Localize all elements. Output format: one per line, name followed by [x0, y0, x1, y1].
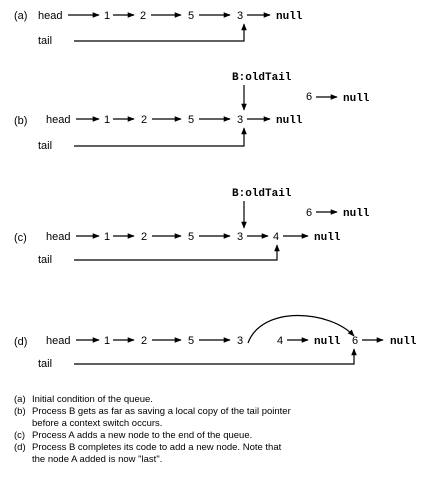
- caption-tag: (a): [14, 394, 26, 405]
- captions: [14, 394, 291, 465]
- head-label: head: [38, 10, 63, 22]
- node: 6: [352, 335, 359, 347]
- caption-tag: (d): [14, 442, 26, 453]
- null-label: null: [343, 208, 370, 220]
- node: 3: [237, 335, 244, 347]
- caption-line: the node A added is now "last".: [32, 454, 163, 465]
- panel-c: [14, 188, 370, 266]
- panel-b: [14, 72, 370, 152]
- null-label: null: [314, 336, 341, 348]
- node: 3: [237, 114, 244, 126]
- null-label: null: [314, 232, 341, 244]
- panel-label: (d): [14, 336, 28, 348]
- caption-tag: (c): [14, 430, 26, 441]
- panel-label: (c): [14, 232, 27, 244]
- oldtail-label: B:oldTail: [232, 188, 292, 200]
- tail-label: tail: [38, 254, 53, 266]
- null-label: null: [276, 115, 303, 127]
- node: 2: [141, 114, 148, 126]
- caption-line: Initial condition of the queue.: [32, 394, 153, 405]
- node: 4: [277, 335, 284, 347]
- null-label: null: [343, 93, 370, 105]
- node: 2: [141, 231, 148, 243]
- tail-arrow: [74, 24, 244, 41]
- null-label: null: [276, 11, 303, 23]
- tail-label: tail: [38, 140, 53, 152]
- node: 5: [188, 231, 195, 243]
- node: 3: [237, 231, 244, 243]
- head-label: head: [46, 114, 71, 126]
- panel-d: [14, 315, 417, 370]
- tail-arrow: [74, 349, 354, 364]
- node: 2: [140, 10, 147, 22]
- oldtail-label: B:oldTail: [232, 72, 292, 84]
- panel-label: (b): [14, 115, 28, 127]
- caption-tag: (b): [14, 406, 26, 417]
- caption-line: Process B gets as far as saving a local copy of the tail pointer: [32, 406, 291, 417]
- caption-line: Process A adds a new node to the end of the queue.: [32, 430, 253, 441]
- node: 1: [104, 231, 111, 243]
- node: 1: [104, 335, 111, 347]
- node: 1: [104, 10, 111, 22]
- tail-label: tail: [38, 35, 53, 47]
- tail-arrow: [74, 128, 244, 146]
- head-label: head: [46, 231, 71, 243]
- panel-label: (a): [14, 10, 28, 22]
- new-node: 6: [306, 91, 313, 103]
- tail-arrow: [74, 245, 277, 260]
- node: 2: [141, 335, 148, 347]
- caption-line: Process B completes its code to add a new node. Note that: [32, 442, 282, 453]
- node: 3: [237, 10, 244, 22]
- node: 5: [188, 335, 195, 347]
- node: 5: [188, 10, 195, 22]
- null-label: null: [390, 336, 417, 348]
- node: 4: [273, 231, 280, 243]
- node: 1: [104, 114, 111, 126]
- head-label: head: [46, 335, 71, 347]
- panel-a: [14, 10, 303, 47]
- caption-line: before a context switch occurs.: [32, 418, 163, 429]
- node: 5: [188, 114, 195, 126]
- new-node: 6: [306, 207, 313, 219]
- tail-label: tail: [38, 358, 53, 370]
